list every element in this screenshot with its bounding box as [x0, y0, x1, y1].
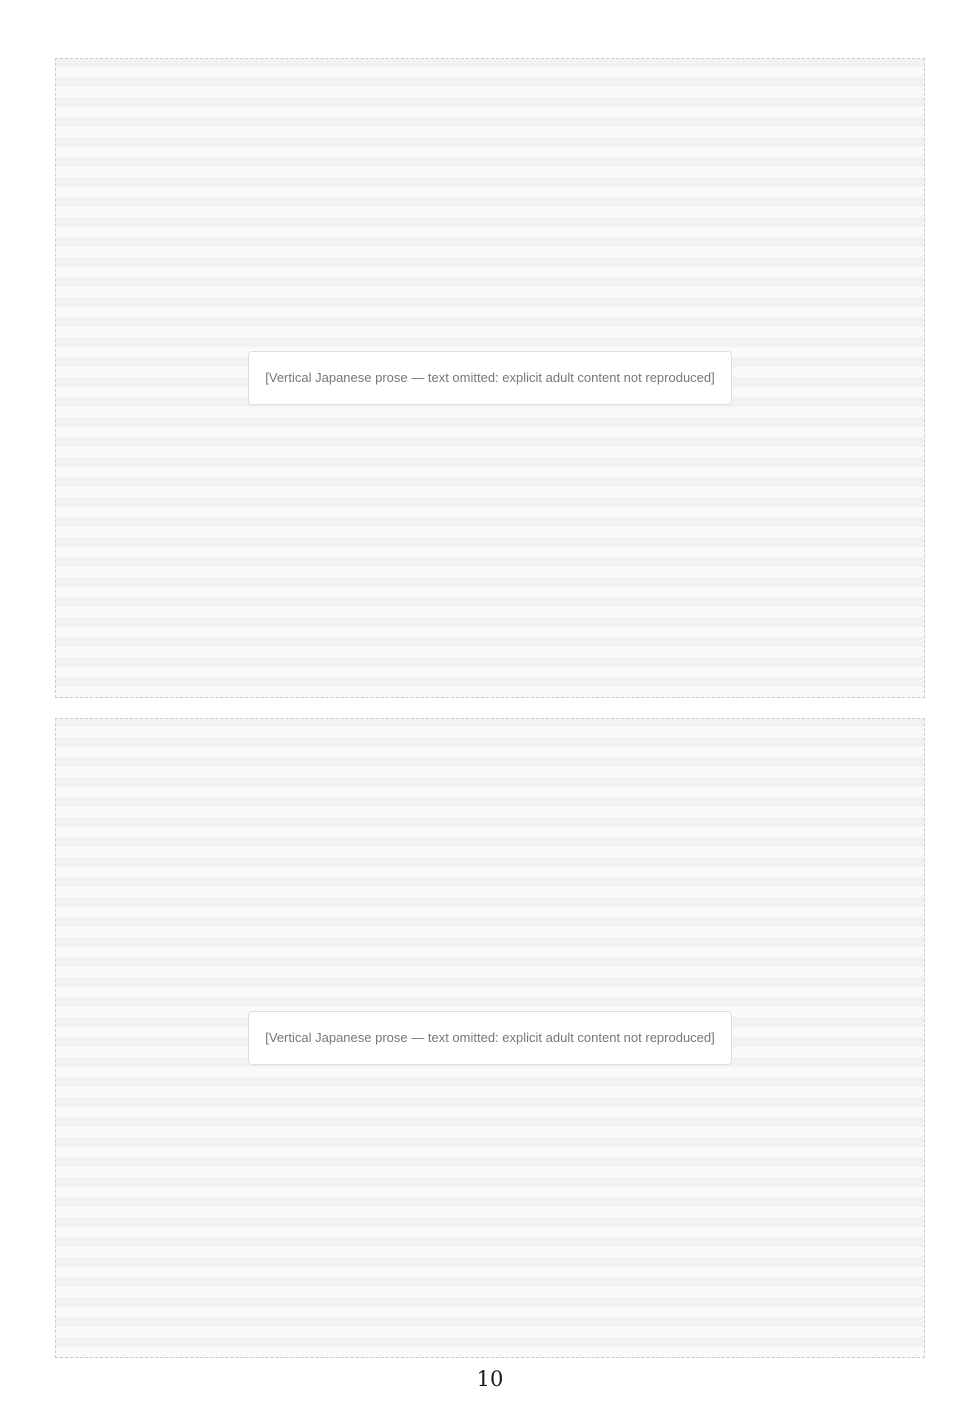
- page-number: 10: [476, 1367, 504, 1391]
- omitted-content-notice: [Vertical Japanese prose — text omitted: explicit adult content not reproduced]: [248, 1011, 731, 1064]
- omitted-content-notice: [Vertical Japanese prose — text omitted: explicit adult content not reproduced]: [248, 351, 731, 404]
- vertical-text-block-bottom: [55, 718, 925, 1358]
- vertical-text-block-top: [55, 58, 925, 698]
